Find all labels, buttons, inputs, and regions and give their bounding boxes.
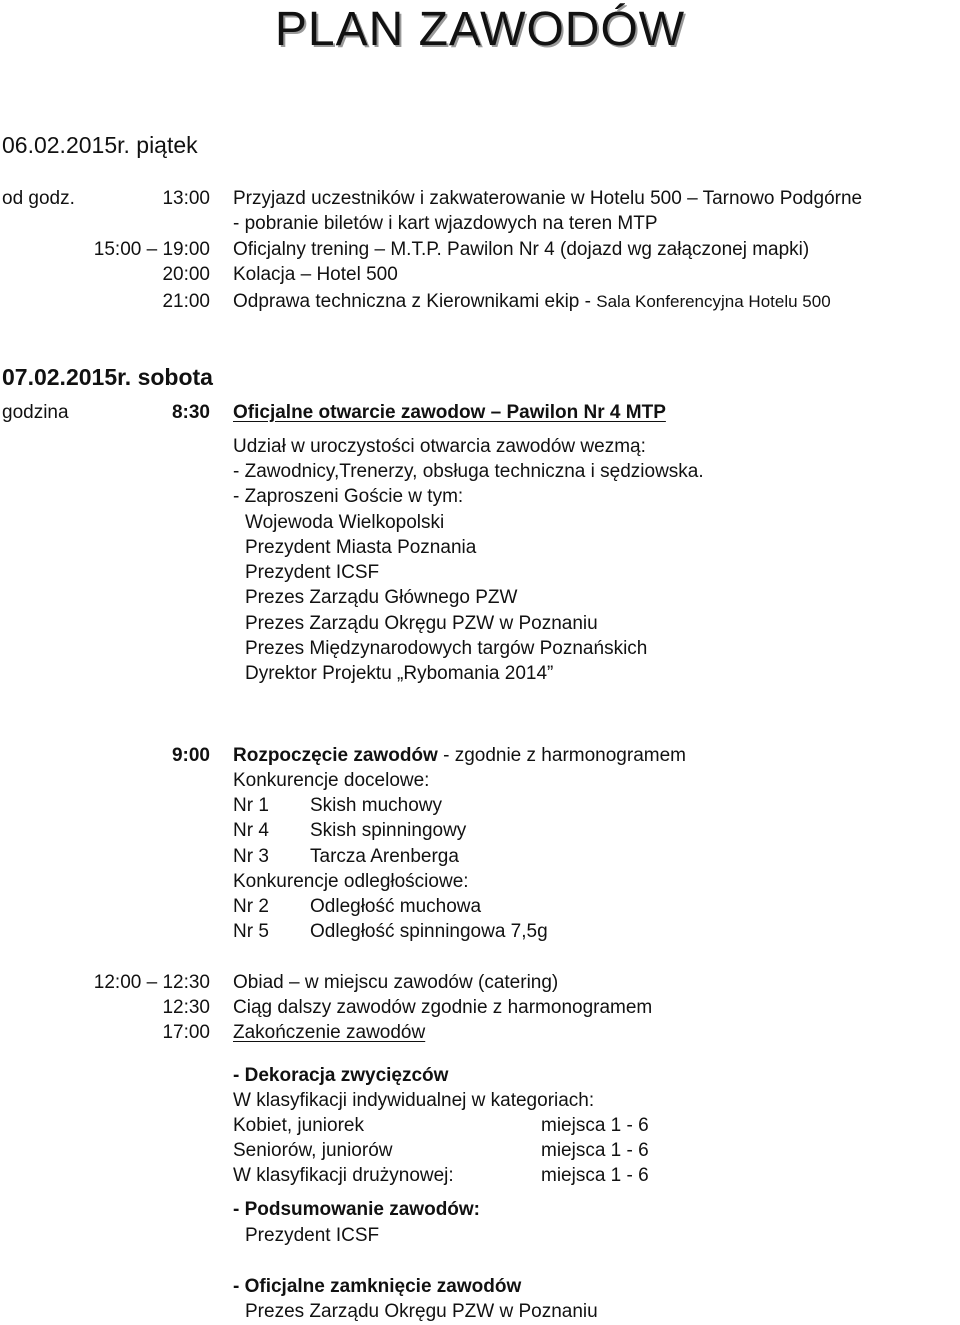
target-name-3: Tarcza Arenberga xyxy=(310,846,459,867)
day2-date: 07.02.2015r. sobota xyxy=(2,364,213,390)
opening-time: 8:30 xyxy=(171,402,210,423)
closing-who: Prezes Zarządu Okręgu PZW w Poznaniu xyxy=(245,1301,598,1322)
target-nr-3: Nr 3 xyxy=(233,846,269,867)
target-name-2: Skish spinningowy xyxy=(310,820,467,841)
opening-heading: Oficjalne otwarcie zawodow – Pawilon Nr 4 MTP xyxy=(233,402,666,423)
start-heading-rest: - zgodnie z harmonogramem xyxy=(437,745,686,766)
day1-time-3: 15:00 – 19:00 xyxy=(93,239,210,260)
guest-6: Prezes Międzynarodowych targów Poznańskich xyxy=(245,638,648,659)
opening-line-1: Udział w uroczystości otwarcia zawodów wezmą: xyxy=(233,436,646,457)
day1-time-4: 20:00 xyxy=(162,264,210,285)
distance-label: Konkurencje odległościowe: xyxy=(233,871,469,892)
later-text-2: Ciąg dalszy zawodów zgodnie z harmonogramem xyxy=(233,997,653,1018)
summary-who: Prezydent ICSF xyxy=(245,1225,380,1246)
guest-2: Prezydent Miasta Poznania xyxy=(245,537,477,558)
day1-time-1: 13:00 xyxy=(162,188,210,209)
decoration-row-label-1: Kobiet, juniorek xyxy=(233,1115,364,1136)
start-time: 9:00 xyxy=(171,745,210,766)
later-time-2: 12:30 xyxy=(162,997,210,1018)
day1-text-2: - pobranie biletów i kart wjazdowych na teren MTP xyxy=(233,213,658,234)
decoration-row-places-1: miejsca 1 - 6 xyxy=(541,1115,649,1136)
distance-name-1: Odległość muchowa xyxy=(310,896,482,917)
godzina-label: godzina xyxy=(2,402,69,423)
day1-text-4: Kolacja – Hotel 500 xyxy=(233,264,398,285)
start-heading-line xyxy=(233,746,686,765)
summary-heading: - Podsumowanie zawodów: xyxy=(233,1199,481,1220)
decoration-row-places-3: miejsca 1 - 6 xyxy=(541,1165,649,1186)
closing-heading: - Oficjalne zamknięcie zawodów xyxy=(233,1276,522,1297)
day1-date: 06.02.2015r. piątek xyxy=(2,132,198,158)
target-nr-1: Nr 1 xyxy=(233,795,269,816)
distance-name-2: Odległość spinningowa 7,5g xyxy=(310,921,548,942)
page-title: PLAN ZAWODÓW xyxy=(274,3,686,56)
opening-line-3: - Zaproszeni Goście w tym: xyxy=(233,486,464,507)
day1-text-5 xyxy=(233,292,831,311)
day1-text-3: Oficjalny trening – M.T.P. Pawilon Nr 4 (dojazd wg załączonej mapki) xyxy=(233,239,810,260)
start-heading: Rozpoczęcie zawodów xyxy=(233,745,438,766)
guest-3: Prezydent ICSF xyxy=(245,562,380,583)
day1-text-5-venue: Sala Konferencyjna Hotelu 500 xyxy=(596,292,831,311)
target-label: Konkurencje docelowe: xyxy=(233,770,430,791)
target-name-1: Skish muchowy xyxy=(310,795,442,816)
decoration-row-label-2: Seniorów, juniorów xyxy=(233,1140,393,1161)
day1-time-5: 21:00 xyxy=(162,291,210,312)
later-text-3: Zakończenie zawodów xyxy=(233,1022,426,1043)
distance-nr-1: Nr 2 xyxy=(233,896,269,917)
later-time-1: 12:00 – 12:30 xyxy=(93,972,210,993)
individual-label: W klasyfikacji indywidualnej w kategoriach: xyxy=(233,1090,595,1111)
later-time-3: 17:00 xyxy=(162,1022,210,1043)
decoration-row-label-3: W klasyfikacji drużynowej: xyxy=(233,1165,454,1186)
od-godz-label: od godz. xyxy=(2,188,75,209)
guest-4: Prezes Zarządu Głównego PZW xyxy=(245,587,518,608)
day1-text-5-main: Odprawa techniczna z Kierownikami ekip - xyxy=(233,291,597,312)
target-nr-2: Nr 4 xyxy=(233,820,269,841)
day1-text-1: Przyjazd uczestników i zakwaterowanie w Hotelu 500 – Tarnowo Podgórne xyxy=(233,188,863,209)
guest-5: Prezes Zarządu Okręgu PZW w Poznaniu xyxy=(245,613,598,634)
later-text-1: Obiad – w miejscu zawodów (catering) xyxy=(233,972,559,993)
distance-nr-2: Nr 5 xyxy=(233,921,269,942)
opening-line-2: - Zawodnicy,Trenerzy, obsługa techniczna i sędziowska. xyxy=(233,461,704,482)
guest-7: Dyrektor Projektu „Rybomania 2014” xyxy=(245,663,554,684)
decoration-row-places-2: miejsca 1 - 6 xyxy=(541,1140,649,1161)
guest-1: Wojewoda Wielkopolski xyxy=(245,512,445,533)
decoration-heading: - Dekoracja zwycięzców xyxy=(233,1065,449,1086)
